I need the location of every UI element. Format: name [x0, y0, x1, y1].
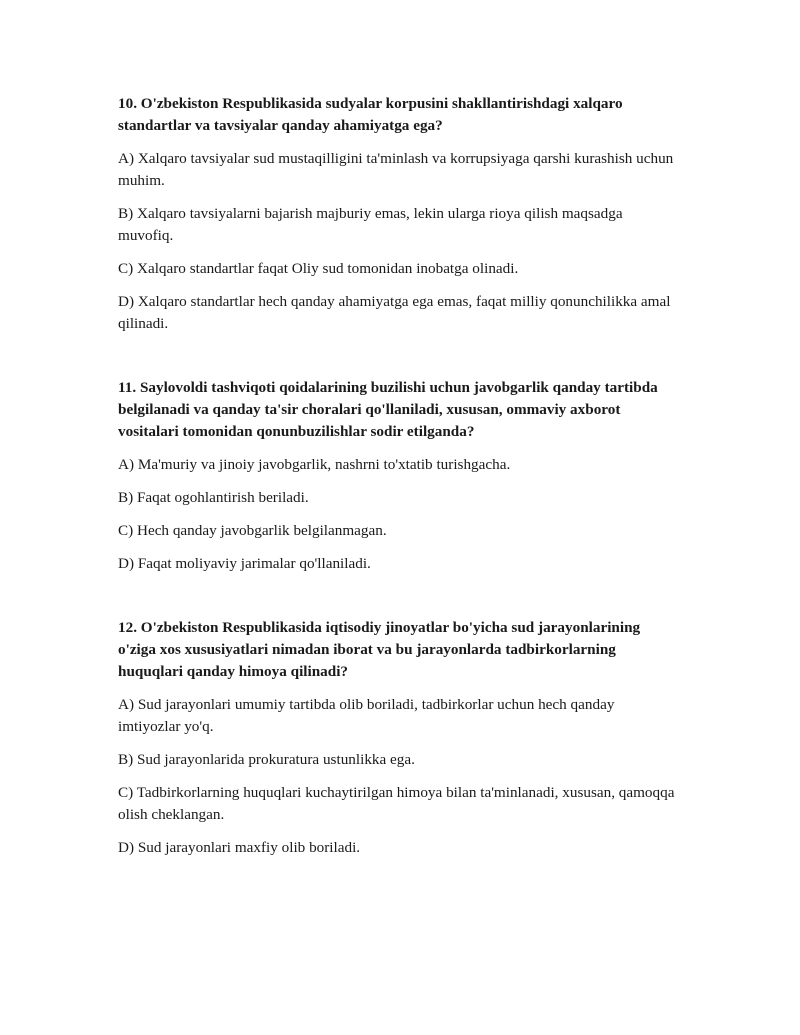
question-10-option-b: B) Xalqaro tavsiyalarni bajarish majburiy emas, lekin ularga rioya qilish maqsadga muvofiq. [118, 205, 623, 244]
question-10-text: 10. O'zbekiston Respublikasida sudyalar korpusini shakllantirishdagi xalqaro standartlar va tavsiyalar qanday ahamiyatga ega? [118, 95, 623, 134]
question-10-option-a: A) Xalqaro tavsiyalar sud mustaqilligini ta'minlash va korrupsiyaga qarshi kurashish uchun muhim. [118, 150, 674, 189]
question-11-option-b: B) Faqat ogohlantirish beriladi. [118, 489, 309, 506]
question-12-option-a: A) Sud jarayonlari umumiy tartibda olib boriladi, tadbirkorlar uchun hech qanday imtiyozlar yo'q. [118, 696, 615, 735]
question-11-text: 11. Saylovoldi tashviqoti qoidalarining buzilishi uchun javobgarlik qanday tartibda belgilanadi va qanday ta'sir choralari qo'llaniladi, xususan, ommaviy axborot vositalari tomonidan qonunbuzilishlar sodir etilganda? [118, 379, 658, 440]
question-10-option-d: D) Xalqaro standartlar hech qanday ahamiyatga ega emas, faqat milliy qonunchilikka amal qilinadi. [118, 293, 671, 332]
question-12-text: 12. O'zbekiston Respublikasida iqtisodiy jinoyatlar bo'yicha sud jarayonlarining o'ziga xos xususiyatlari nimadan iborat va bu jarayonlarda tadbirkorlarning huquqlari qanday himoya qilinadi? [118, 619, 641, 680]
question-11-option-a: A) Ma'muriy va jinoiy javobgarlik, nashrni to'xtatib turishgacha. [118, 456, 511, 473]
document-page [118, 93, 678, 901]
question-12-option-c: C) Tadbirkorlarning huquqlari kuchaytirilgan himoya bilan ta'minlanadi, xususan, qamoqqa olish cheklangan. [118, 784, 675, 823]
question-block-12 [118, 617, 678, 859]
question-12-option-b: B) Sud jarayonlarida prokuratura ustunlikka ega. [118, 751, 415, 768]
question-block-10 [118, 93, 678, 335]
question-12-option-d: D) Sud jarayonlari maxfiy olib boriladi. [118, 839, 361, 856]
question-10-option-c: C) Xalqaro standartlar faqat Oliy sud tomonidan inobatga olinadi. [118, 260, 519, 277]
question-block-11 [118, 377, 678, 575]
question-11-option-c: C) Hech qanday javobgarlik belgilanmagan. [118, 522, 387, 539]
question-11-option-d: D) Faqat moliyaviy jarimalar qo'llaniladi. [118, 555, 371, 572]
